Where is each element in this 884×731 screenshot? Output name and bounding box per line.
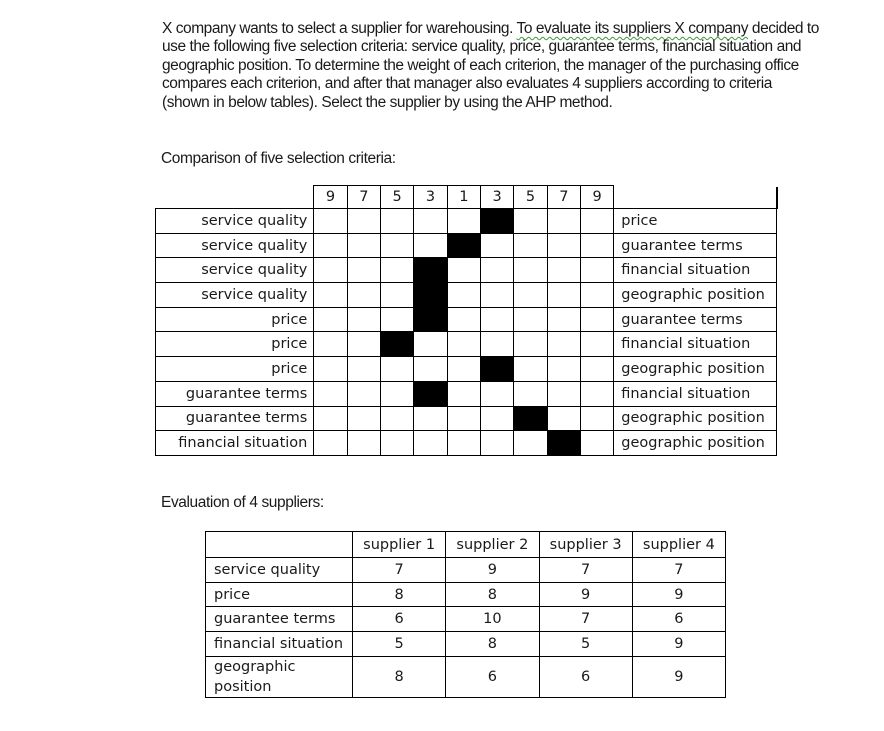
scale-header: 9 [314, 186, 347, 209]
scale-cell [314, 233, 347, 258]
selected-cell [414, 258, 447, 283]
score-cell: 7 [353, 558, 446, 583]
selected-cell [514, 406, 547, 431]
evaluation-row [206, 656, 726, 697]
criterion-label: price [206, 582, 353, 607]
left-criterion: service quality [156, 283, 314, 308]
score-cell: 8 [446, 582, 539, 607]
scale-cell [414, 431, 447, 456]
scale-cell [347, 258, 380, 283]
score-cell: 6 [353, 607, 446, 632]
criterion-label: guarantee terms [206, 607, 353, 632]
scale-cell [580, 233, 613, 258]
evaluation-heading: Evaluation of 4 suppliers: [161, 494, 324, 511]
score-cell: 6 [446, 656, 539, 697]
score-cell: 5 [353, 632, 446, 657]
left-criterion: price [156, 332, 314, 357]
comparison-heading: Comparison of five selection criteria: [161, 150, 396, 167]
right-criterion: financial situation [614, 381, 777, 406]
scale-header: 7 [547, 186, 580, 209]
scale-cell [480, 332, 513, 357]
scale-header: 7 [347, 186, 380, 209]
scale-cell [547, 406, 580, 431]
scale-cell [580, 209, 613, 234]
score-cell: 9 [539, 582, 632, 607]
scale-cell [347, 332, 380, 357]
scale-cell [347, 307, 380, 332]
score-cell: 7 [539, 558, 632, 583]
scale-cell [347, 209, 380, 234]
scale-cell [381, 357, 414, 382]
statement-part-1: X company wants to select a supplier for warehousing. [162, 20, 517, 37]
scale-cell [381, 283, 414, 308]
scale-cell [580, 307, 613, 332]
scale-cell [580, 431, 613, 456]
scale-header: 5 [514, 186, 547, 209]
scale-cell [547, 357, 580, 382]
scale-cell [447, 381, 480, 406]
score-cell: 7 [632, 558, 725, 583]
scale-cell [347, 233, 380, 258]
scale-cell [381, 406, 414, 431]
statement-grammar-flagged: To evaluate its suppliers X company [516, 20, 749, 37]
scale-cell [547, 209, 580, 234]
scale-cell [447, 332, 480, 357]
right-criterion: geographic position [614, 357, 777, 382]
scale-cell [347, 431, 380, 456]
right-criterion: price [614, 209, 777, 234]
evaluation-row [206, 632, 726, 657]
selected-cell [414, 283, 447, 308]
left-criterion: guarantee terms [156, 406, 314, 431]
text-cursor [776, 187, 778, 209]
comparison-row [156, 258, 777, 283]
right-criterion: geographic position [614, 406, 777, 431]
right-criterion: financial situation [614, 258, 777, 283]
scale-cell [514, 431, 547, 456]
evaluation-row [206, 582, 726, 607]
scale-cell [547, 332, 580, 357]
scale-cell [547, 233, 580, 258]
scale-cell [314, 258, 347, 283]
right-criterion: guarantee terms [614, 307, 777, 332]
score-cell: 5 [539, 632, 632, 657]
evaluation-row [206, 607, 726, 632]
scale-cell [447, 258, 480, 283]
scale-cell [580, 258, 613, 283]
scale-cell [447, 406, 480, 431]
comparison-row [156, 431, 777, 456]
right-criterion: geographic position [614, 283, 777, 308]
comparison-row [156, 406, 777, 431]
scale-cell [314, 307, 347, 332]
scale-cell [347, 406, 380, 431]
criteria-comparison-table [155, 185, 777, 456]
selected-cell [447, 233, 480, 258]
scale-cell [314, 209, 347, 234]
left-criterion: service quality [156, 233, 314, 258]
score-cell: 8 [353, 656, 446, 697]
scale-cell [514, 283, 547, 308]
comparison-row [156, 332, 777, 357]
score-cell: 6 [539, 656, 632, 697]
right-criterion: geographic position [614, 431, 777, 456]
selected-cell [547, 431, 580, 456]
scale-cell [480, 381, 513, 406]
comparison-row [156, 307, 777, 332]
scale-cell [514, 332, 547, 357]
scale-cell [414, 233, 447, 258]
scale-cell [580, 357, 613, 382]
scale-cell [414, 332, 447, 357]
scale-cell [580, 332, 613, 357]
scale-cell [547, 283, 580, 308]
selected-cell [414, 307, 447, 332]
score-cell: 9 [632, 656, 725, 697]
supplier-header: supplier 2 [446, 532, 539, 558]
scale-cell [514, 233, 547, 258]
score-cell: 10 [446, 607, 539, 632]
score-cell: 8 [353, 582, 446, 607]
scale-cell [347, 357, 380, 382]
left-criterion: price [156, 357, 314, 382]
scale-cell [381, 381, 414, 406]
criterion-label: service quality [206, 558, 353, 583]
evaluation-row [206, 558, 726, 583]
selected-cell [414, 381, 447, 406]
scale-cell [347, 283, 380, 308]
comparison-row [156, 381, 777, 406]
score-cell: 9 [446, 558, 539, 583]
score-cell: 8 [446, 632, 539, 657]
scale-cell [381, 431, 414, 456]
score-cell: 9 [632, 582, 725, 607]
comparison-row [156, 209, 777, 234]
comparison-row [156, 283, 777, 308]
left-criterion: service quality [156, 209, 314, 234]
supplier-header: supplier 1 [353, 532, 446, 558]
scale-cell [347, 381, 380, 406]
criterion-label: financial situation [206, 632, 353, 657]
comparison-row [156, 357, 777, 382]
scale-cell [580, 283, 613, 308]
scale-cell [314, 431, 347, 456]
right-criterion: financial situation [614, 332, 777, 357]
scale-cell [381, 209, 414, 234]
scale-cell [580, 381, 613, 406]
scale-cell [414, 357, 447, 382]
left-criterion: financial situation [156, 431, 314, 456]
selected-cell [381, 332, 414, 357]
scale-cell [514, 381, 547, 406]
scale-cell [547, 258, 580, 283]
scale-cell [480, 233, 513, 258]
scale-cell [514, 307, 547, 332]
left-criterion: guarantee terms [156, 381, 314, 406]
scale-cell [447, 357, 480, 382]
scale-cell [447, 283, 480, 308]
right-criterion: guarantee terms [614, 233, 777, 258]
problem-statement [162, 20, 822, 112]
scale-cell [447, 431, 480, 456]
scale-cell [314, 332, 347, 357]
score-cell: 7 [539, 607, 632, 632]
scale-header: 3 [480, 186, 513, 209]
scale-cell [580, 406, 613, 431]
scale-header: 1 [447, 186, 480, 209]
scale-cell [514, 258, 547, 283]
score-cell: 9 [632, 632, 725, 657]
scale-cell [514, 357, 547, 382]
scale-cell [414, 406, 447, 431]
selected-cell [480, 209, 513, 234]
scale-cell [514, 209, 547, 234]
left-criterion: price [156, 307, 314, 332]
scale-header: 5 [381, 186, 414, 209]
scale-header: 3 [414, 186, 447, 209]
scale-cell [480, 431, 513, 456]
scale-cell [314, 406, 347, 431]
scale-cell [381, 233, 414, 258]
scale-cell [447, 307, 480, 332]
comparison-row [156, 233, 777, 258]
scale-cell [381, 258, 414, 283]
scale-cell [480, 307, 513, 332]
scale-cell [480, 258, 513, 283]
left-criterion: service quality [156, 258, 314, 283]
supplier-header: supplier 3 [539, 532, 632, 558]
scale-header: 9 [580, 186, 613, 209]
statement-part-3: decided to use the following five selection criteria: service quality, price, guarantee terms, financial situation and geographic position. To determine the weight of each criterion, the manager of the purchasing office compares each criterion, and after that manager also evaluates 4 suppliers according to criteria (shown in below tables). Select the supplier by using the AHP method. [162, 20, 819, 111]
scale-cell [414, 209, 447, 234]
scale-cell [547, 381, 580, 406]
scale-cell [314, 283, 347, 308]
criterion-label: geographic position [206, 656, 353, 697]
scale-cell [381, 307, 414, 332]
score-cell: 6 [632, 607, 725, 632]
scale-cell [480, 283, 513, 308]
scale-cell [480, 406, 513, 431]
selected-cell [480, 357, 513, 382]
scale-cell [547, 307, 580, 332]
scale-cell [447, 209, 480, 234]
scale-cell [314, 381, 347, 406]
supplier-header: supplier 4 [632, 532, 725, 558]
scale-cell [314, 357, 347, 382]
supplier-evaluation-table [205, 531, 726, 698]
